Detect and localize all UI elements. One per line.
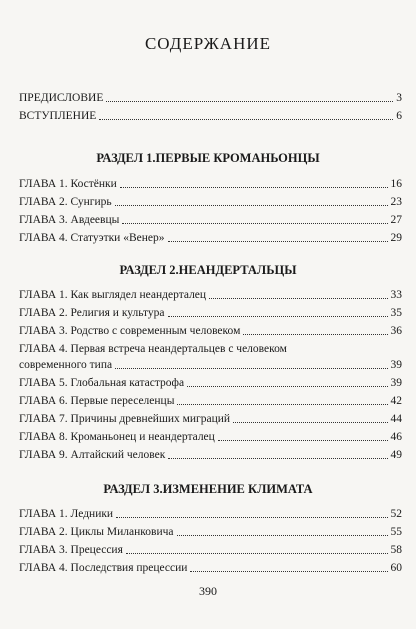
toc-entry — [19, 523, 402, 539]
dot-leader — [116, 517, 387, 518]
toc-entry — [19, 446, 402, 462]
entry-page: 6 — [396, 110, 402, 122]
entry-title: ГЛАВА 3. Прецессия — [19, 544, 123, 556]
dot-leader — [120, 187, 388, 188]
toc-entry — [19, 410, 402, 426]
entry-page: 42 — [390, 395, 402, 407]
toc-entry-introduction — [19, 107, 402, 123]
page-number: 390 — [199, 584, 217, 598]
entry-page: 29 — [390, 232, 402, 244]
entry-title: ГЛАВА 4. Статуэтки «Венер» — [19, 232, 165, 244]
entry-page: 27 — [390, 214, 402, 226]
dot-leader — [233, 422, 387, 423]
entry-page: 49 — [390, 449, 402, 461]
entry-title: ГЛАВА 2. Циклы Миланковича — [19, 526, 174, 538]
entry-page: 23 — [390, 196, 402, 208]
entry-title: ПРЕДИСЛОВИЕ — [19, 92, 104, 104]
entry-title: ГЛАВА 4. Последствия прецессии — [19, 562, 188, 574]
entry-title: ГЛАВА 5. Глобальная катастрофа — [19, 377, 185, 389]
toc-entry — [19, 322, 402, 338]
dot-leader — [106, 101, 393, 102]
entry-page: 36 — [390, 325, 402, 337]
entry-page: 46 — [390, 431, 402, 443]
section-heading-3: РАЗДЕЛ 3.ИЗМЕНЕНИЕ КЛИМАТА — [103, 482, 313, 496]
entry-title: ГЛАВА 6. Первые переселенцы — [19, 395, 175, 407]
entry-page: 39 — [390, 359, 402, 371]
dot-leader — [115, 205, 388, 206]
entry-title: ГЛАВА 7. Причины древнейших миграций — [19, 413, 231, 425]
section-heading-2: РАЗДЕЛ 2.НЕАНДЕРТАЛЬЦЫ — [119, 263, 297, 277]
dot-leader — [99, 119, 393, 120]
entry-page: 33 — [390, 289, 402, 301]
entry-title: ВСТУПЛЕНИЕ — [19, 110, 97, 122]
entry-page: 58 — [390, 544, 402, 556]
toc-title: СОДЕРЖАНИЕ — [144, 34, 272, 53]
toc-entry — [19, 392, 402, 408]
entry-page: 55 — [390, 526, 402, 538]
toc-entry — [19, 374, 402, 390]
toc-entry — [19, 229, 402, 245]
entry-page: 52 — [390, 508, 402, 520]
entry-page: 44 — [390, 413, 402, 425]
entry-title: ГЛАВА 3. Родство с современным человеком — [19, 325, 241, 337]
entry-title: ГЛАВА 1. Как выглядел неандерталец — [19, 289, 207, 301]
entry-title-first-line: ГЛАВА 4. Первая встреча неандертальцев с человеком — [19, 343, 287, 355]
entry-page: 60 — [390, 562, 402, 574]
entry-title: ГЛАВА 3. Авдеевцы — [19, 214, 120, 226]
toc-entry-preface — [19, 89, 402, 105]
entry-page: 39 — [390, 377, 402, 389]
dot-leader — [187, 386, 387, 387]
dot-leader — [209, 298, 387, 299]
dot-leader — [168, 458, 387, 459]
entry-page: 3 — [396, 92, 402, 104]
dot-leader — [218, 440, 388, 441]
dot-leader — [122, 223, 387, 224]
entry-title: ГЛАВА 1. Ледники — [19, 508, 114, 520]
toc-entry — [19, 541, 402, 557]
entry-page: 35 — [390, 307, 402, 319]
entry-title: ГЛАВА 2. Религия и культура — [19, 307, 165, 319]
dot-leader — [126, 553, 388, 554]
dot-leader — [243, 334, 387, 335]
toc-entry — [19, 428, 402, 444]
entry-title: ГЛАВА 1. Костёнки — [19, 178, 117, 190]
toc-entry — [19, 211, 402, 227]
toc-entry — [19, 286, 402, 302]
dot-leader — [190, 571, 387, 572]
entry-title-continuation: современного типа — [19, 359, 113, 371]
entry-title: ГЛАВА 9. Алтайский человек — [19, 449, 166, 461]
dot-leader — [115, 368, 387, 369]
dot-leader — [177, 404, 387, 405]
dot-leader — [168, 316, 388, 317]
toc-entry — [19, 193, 402, 209]
entry-page: 16 — [390, 178, 402, 190]
entry-title: ГЛАВА 2. Сунгирь — [19, 196, 112, 208]
dot-leader — [168, 241, 388, 242]
entry-title: ГЛАВА 8. Кроманьонец и неандерталец — [19, 431, 215, 443]
toc-entry — [19, 559, 402, 575]
toc-entry — [19, 175, 402, 191]
toc-entry — [19, 356, 402, 372]
section-heading-1: РАЗДЕЛ 1.ПЕРВЫЕ КРОМАНЬОНЦЫ — [96, 151, 320, 165]
dot-leader — [177, 535, 388, 536]
toc-entry — [19, 304, 402, 320]
toc-entry — [19, 505, 402, 521]
